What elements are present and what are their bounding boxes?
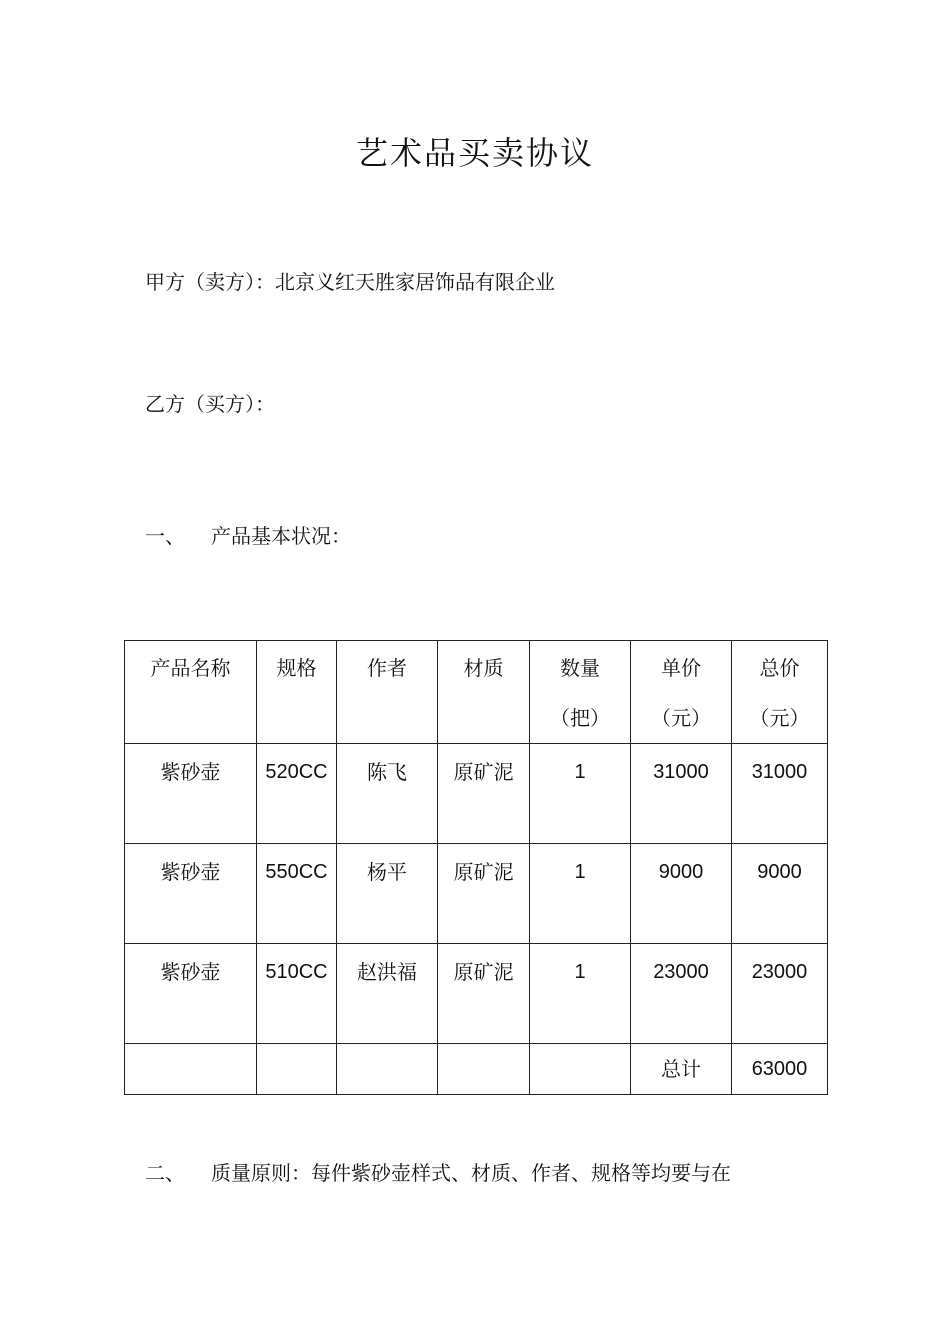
header-name: 产品名称 — [125, 641, 257, 744]
section-1-text: 产品基本状况： — [211, 524, 351, 548]
cell-empty — [337, 1044, 438, 1095]
party-b: 乙方（买方）： — [145, 392, 275, 416]
document-title: 艺术品买卖协议 — [355, 134, 594, 172]
cell-total: 23000 — [732, 944, 828, 1044]
cell-material: 原矿泥 — [438, 944, 530, 1044]
cell-empty — [438, 1044, 530, 1095]
cell-author: 赵洪福 — [337, 944, 438, 1044]
table-row — [125, 944, 828, 1044]
header-spec: 规格 — [257, 641, 337, 744]
cell-empty — [257, 1044, 337, 1095]
table-row — [125, 744, 828, 844]
cell-empty — [530, 1044, 631, 1095]
table-total-row — [125, 1044, 828, 1095]
cell-unit-price: 31000 — [631, 744, 732, 844]
cell-unit-price: 23000 — [631, 944, 732, 1044]
section-1-number: 一、 — [145, 524, 185, 548]
section-1-heading — [145, 520, 351, 549]
cell-name: 紫砂壶 — [125, 744, 257, 844]
cell-spec: 510CC — [257, 944, 337, 1044]
cell-qty: 1 — [530, 944, 631, 1044]
header-unit-price: 单价 （元） — [631, 641, 732, 744]
cell-material: 原矿泥 — [438, 844, 530, 944]
cell-empty — [125, 1044, 257, 1095]
header-total: 总价 （元） — [732, 641, 828, 744]
cell-name: 紫砂壶 — [125, 844, 257, 944]
section-2-number: 二、 — [145, 1161, 185, 1185]
cell-qty: 1 — [530, 744, 631, 844]
section-2-text: 质量原则：每件紫砂壶样式、材质、作者、规格等均要与在 — [211, 1161, 731, 1185]
header-material: 材质 — [438, 641, 530, 744]
cell-author: 陈飞 — [337, 744, 438, 844]
table-header-row — [125, 641, 828, 744]
cell-total: 31000 — [732, 744, 828, 844]
header-author: 作者 — [337, 641, 438, 744]
table-row — [125, 844, 828, 944]
cell-spec: 520CC — [257, 744, 337, 844]
grand-total: 63000 — [732, 1044, 828, 1095]
cell-unit-price: 9000 — [631, 844, 732, 944]
cell-total: 9000 — [732, 844, 828, 944]
cell-qty: 1 — [530, 844, 631, 944]
product-table — [124, 640, 828, 1095]
cell-spec: 550CC — [257, 844, 337, 944]
section-2-heading — [145, 1157, 731, 1186]
header-qty: 数量 （把） — [530, 641, 631, 744]
total-label: 总计 — [631, 1044, 732, 1095]
cell-name: 紫砂壶 — [125, 944, 257, 1044]
cell-material: 原矿泥 — [438, 744, 530, 844]
cell-author: 杨平 — [337, 844, 438, 944]
party-a: 甲方（卖方）：北京义红天胜家居饰品有限企业 — [145, 270, 555, 294]
